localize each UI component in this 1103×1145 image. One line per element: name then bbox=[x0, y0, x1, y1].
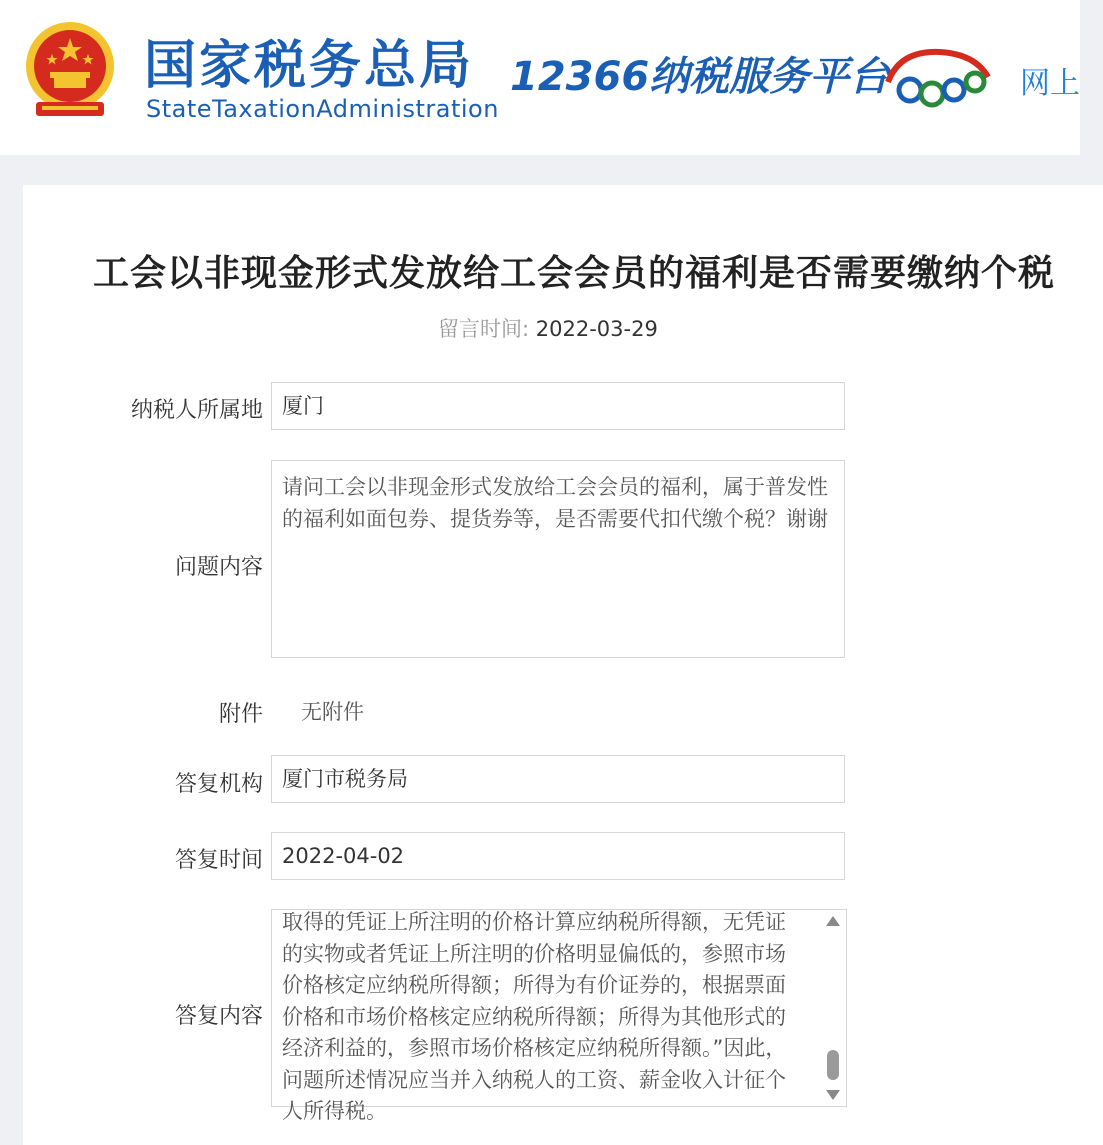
reply-content-field[interactable] bbox=[271, 909, 847, 1123]
page-title: 工会以非现金形式发放给工会会员的福利是否需要缴纳个税 bbox=[93, 253, 1056, 294]
location-field: 厦门 bbox=[271, 382, 845, 430]
reply-content-text: 取得的凭证上所注明的价格计算应纳税所得额，无凭证的实物或者凭证上所注明的价格明显偏低的，参照市场价格核定应纳税所得额；所得为有价证券的，根据票面价格和市场价格核定应纳税所得额；所得为其他形式的经济利益的，参照市场价格核定应纳税所得额。”因此，问题所述情况应当并入纳税人的工资、薪金收入计征个人所得税。 bbox=[282, 910, 787, 1123]
question-content-field: 请问工会以非现金形式发放给工会会员的福利，属于普发性的福利如面包券、提货券等，是否需要代扣代缴个税？谢谢 bbox=[271, 460, 845, 658]
question-detail-card bbox=[23, 185, 1103, 1145]
message-time-label: 留言时间: bbox=[438, 317, 530, 341]
scroll-down-arrow-icon[interactable] bbox=[826, 1090, 840, 1100]
reply-time-label: 答复时间 bbox=[174, 848, 263, 873]
reply-agency-label: 答复机构 bbox=[174, 772, 263, 797]
reply-content-label: 答复内容 bbox=[174, 1004, 263, 1029]
attachment-value: 无附件 bbox=[301, 700, 364, 724]
question-content-label: 问题内容 bbox=[174, 555, 263, 580]
location-label: 纳税人所属地 bbox=[130, 398, 263, 423]
12366-logo-icon bbox=[880, 42, 995, 112]
site-header bbox=[0, 0, 1080, 155]
online-service-link[interactable]: 网上 bbox=[1020, 66, 1080, 101]
brand-name-cn: 国家税务总局 bbox=[144, 36, 475, 96]
message-time bbox=[438, 313, 658, 343]
brand-name-en: StateTaxationAdministration bbox=[146, 95, 499, 123]
reply-agency-field: 厦门市税务局 bbox=[271, 755, 845, 803]
platform-title: 12366纳税服务平台 bbox=[510, 54, 890, 100]
national-emblem-icon bbox=[22, 20, 118, 120]
reply-scrollbar[interactable] bbox=[820, 910, 846, 1106]
scroll-up-arrow-icon[interactable] bbox=[826, 916, 840, 926]
scrollbar-thumb[interactable] bbox=[827, 1050, 839, 1080]
message-time-value: 2022-03-29 bbox=[535, 317, 658, 341]
attachment-label: 附件 bbox=[218, 702, 263, 727]
reply-time-field: 2022-04-02 bbox=[271, 832, 845, 880]
